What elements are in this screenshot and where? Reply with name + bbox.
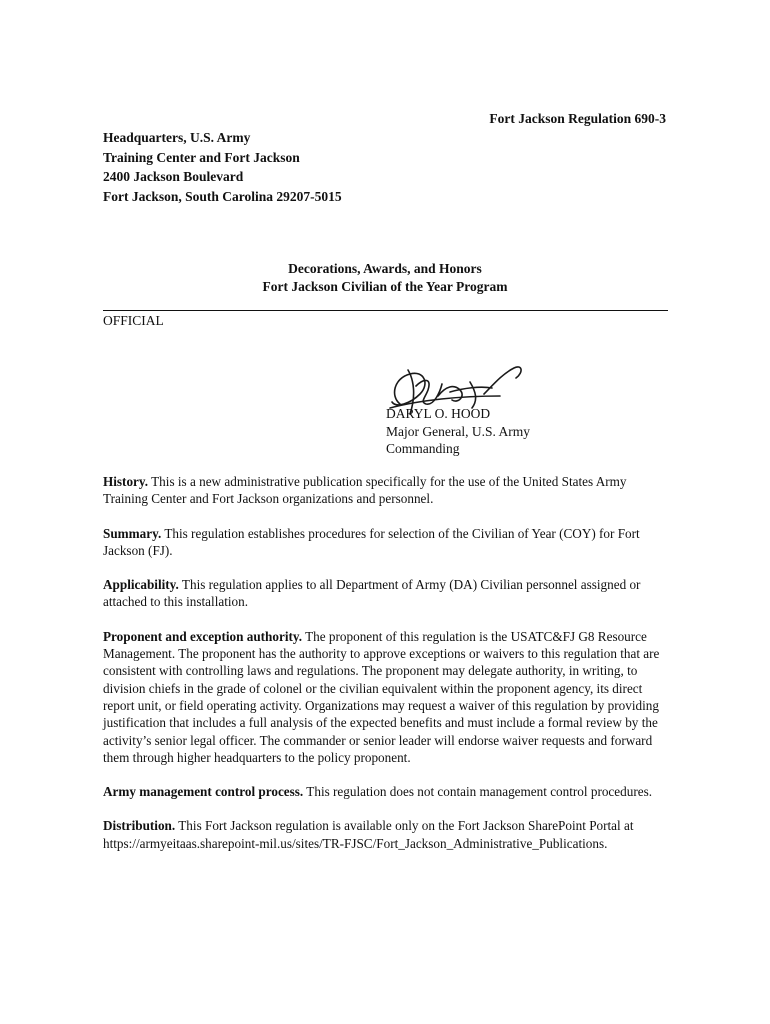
- distribution-url: https://armyeitaas.sharepoint-mil.us/sites/TR-FJSC/Fort_Jackson_Administrative_Publications.: [103, 835, 608, 851]
- proponent-text: The proponent of this regulation is the USATC&FJ G8 Resource Management. The proponent has the authority to approve exceptions or waivers to this regulation that are consistent with controlling laws and regulations. The proponent may delegate authority, in writing, to division chiefs in the grade of colonel or the civilian equivalent within the proponent agency, its direct report unit, or field operating activity. Organizations may request a waiver of this regulation by providing justification that includes a full analysis of the expected benefits and must include a formal review by the activity’s senior legal officer. The commander or senior leader will endorse waiver requests and forward them through higher headquarters to the policy proponent.: [103, 628, 660, 765]
- signer-role: Commanding: [386, 441, 460, 456]
- issuing-address: [103, 128, 342, 206]
- signer-name: DARYL O. HOOD: [386, 406, 491, 421]
- proponent-paragraph: [103, 628, 668, 766]
- summary-paragraph: [103, 525, 668, 560]
- distribution-paragraph: [103, 817, 668, 852]
- official-label: OFFICIAL: [103, 313, 164, 328]
- summary-text: This regulation establishes procedures for selection of the Civilian of Year (COY) for Fort Jackson (FJ).: [103, 525, 640, 558]
- history-paragraph: [103, 473, 668, 508]
- regulation-number: Fort Jackson Regulation 690-3: [489, 111, 666, 126]
- regulation-body: [103, 473, 668, 869]
- signer-rank: Major General, U.S. Army: [386, 423, 530, 439]
- distribution-heading: Distribution.: [103, 818, 176, 834]
- address-line-3: 2400 Jackson Boulevard: [103, 169, 244, 184]
- control-text: This regulation does not contain management control procedures.: [306, 784, 652, 800]
- applicability-paragraph: [103, 576, 668, 611]
- address-line-4: Fort Jackson, South Carolina 29207-5015: [103, 188, 342, 204]
- applicability-heading: Applicability.: [103, 577, 179, 593]
- applicability-text: This regulation applies to all Department of Army (DA) Civilian personnel assigned or attached to this installation.: [103, 577, 641, 610]
- title-divider: [103, 310, 668, 311]
- signature-block: [386, 405, 530, 458]
- distribution-text: This Fort Jackson regulation is available only on the Fort Jackson SharePoint Portal at: [178, 818, 634, 834]
- address-line-2: Training Center and Fort Jackson: [103, 149, 300, 165]
- title-line-2: Fort Jackson Civilian of the Year Program: [262, 278, 508, 294]
- document-title: [0, 260, 770, 295]
- title-line-1: Decorations, Awards, and Honors: [288, 261, 482, 276]
- history-text: This is a new administrative publication specifically for the use of the United States Army Training Center and Fort Jackson organizations and personnel.: [103, 474, 627, 507]
- history-heading: History.: [103, 474, 149, 489]
- address-line-1: Headquarters, U.S. Army: [103, 130, 251, 145]
- control-paragraph: [103, 783, 668, 800]
- summary-heading: Summary.: [103, 525, 162, 541]
- proponent-heading: Proponent and exception authority.: [103, 628, 303, 644]
- control-heading: Army management control process.: [103, 784, 304, 800]
